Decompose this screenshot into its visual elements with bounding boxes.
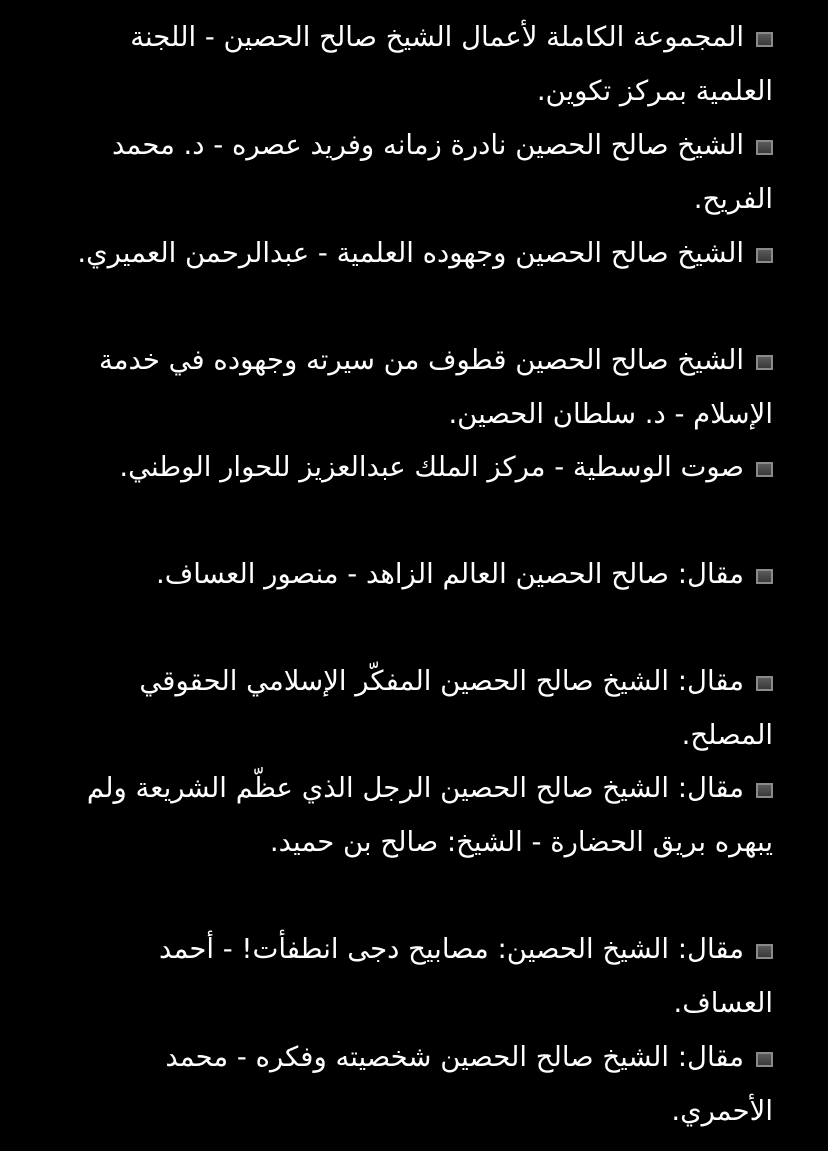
- list-item-text: الشيخ صالح الحصين وجهوده العلمية - عبدالرحمن العميري.: [77, 237, 744, 269]
- square-bullet-icon: [756, 462, 773, 477]
- list-item-text: مقال: الشيخ الحصين: مصابيح دجى انطفأت! - أحمد العساف.: [159, 933, 773, 1019]
- list-item-text: مقال: صالح الحصين العالم الزاهد - منصور العساف.: [155, 558, 744, 590]
- square-bullet-icon: [756, 676, 773, 691]
- list-item: [55, 118, 773, 226]
- square-bullet-icon: [756, 569, 773, 584]
- list-item: [55, 1030, 773, 1138]
- list-item-text: المجموعة الكاملة لأعمال الشيخ صالح الحصين - اللجنة العلمية بمركز تكوين.: [130, 21, 773, 107]
- square-bullet-icon: [756, 944, 773, 959]
- square-bullet-icon: [756, 140, 773, 155]
- square-bullet-icon: [756, 355, 773, 370]
- list-item-text: صوت الوسطية - مركز الملك عبدالعزيز للحوار الوطني.: [119, 451, 744, 483]
- list-item-text: الشيخ صالح الحصين قطوف من سيرته وجهوده في خدمة الإسلام - د. سلطان الحصين.: [98, 344, 773, 430]
- square-bullet-icon: [756, 783, 773, 798]
- list-item-text: مقال: الشيخ صالح الحصين الرجل الذي عظّم الشريعة ولم يبهره بريق الحضارة - الشيخ: صالح بن حميد.: [86, 772, 773, 858]
- list-item: [55, 10, 773, 118]
- list-item: [55, 922, 773, 1030]
- list-item-text: الشيخ صالح الحصين نادرة زمانه وفريد عصره - د. محمد الفريح.: [112, 129, 773, 215]
- list-item-text: مقال: الشيخ صالح الحصين شخصيته وفكره - محمد الأحمري.: [165, 1041, 773, 1127]
- list-item: [55, 547, 773, 601]
- list-item: [55, 226, 773, 280]
- list-item-text: مقال: الشيخ صالح الحصين المفكّر الإسلامي الحقوقي المصلح.: [139, 665, 773, 751]
- square-bullet-icon: [756, 32, 773, 47]
- list-item: [55, 333, 773, 441]
- square-bullet-icon: [756, 248, 773, 263]
- list-item: [55, 761, 773, 869]
- square-bullet-icon: [756, 1052, 773, 1067]
- list-item: [55, 440, 773, 494]
- list-item: [55, 654, 773, 762]
